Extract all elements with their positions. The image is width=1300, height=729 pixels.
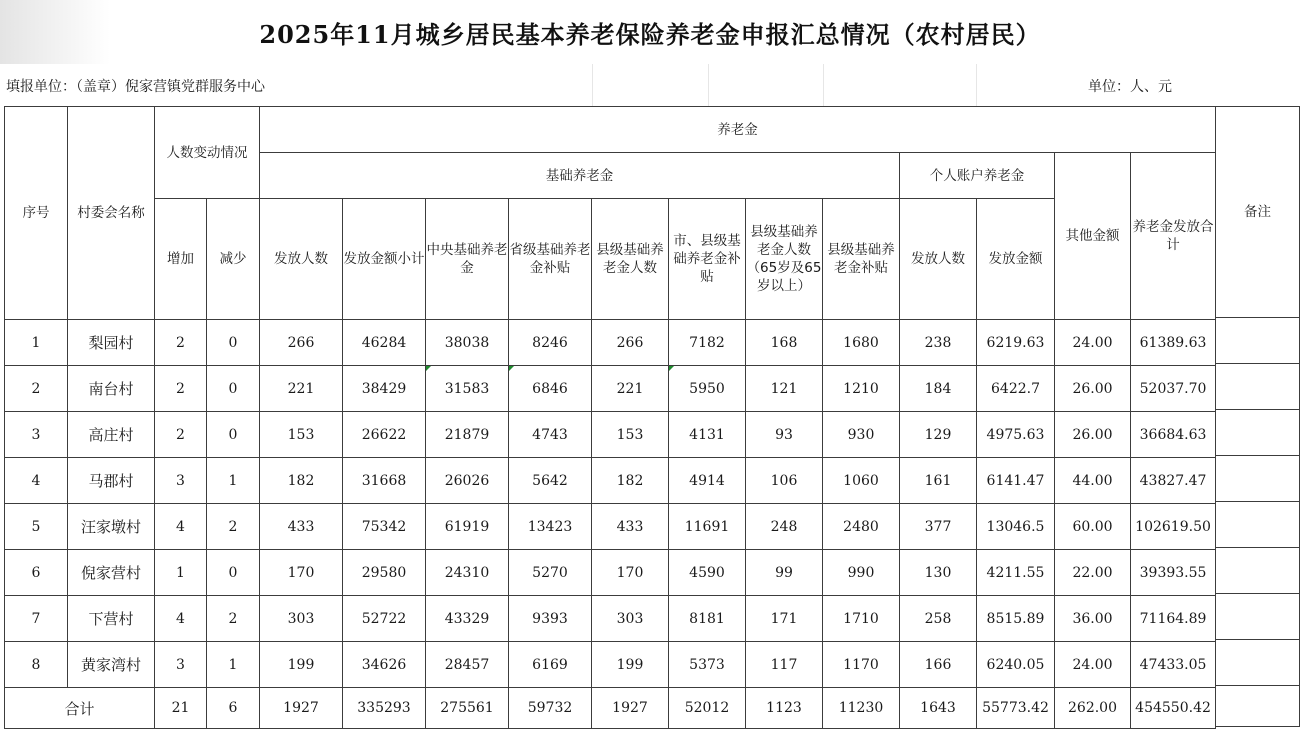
cell-decrease[interactable]: 2 [207,504,260,550]
cell-village[interactable]: 南台村 [68,366,155,412]
total-row[interactable] [5,688,1216,729]
cell-other[interactable]: 24.00 [1055,320,1131,366]
cell-personal-count[interactable]: 129 [900,412,977,458]
cell-total[interactable]: 61389.63 [1131,320,1216,366]
cell-central[interactable]: 24310 [426,550,509,596]
cell-decrease[interactable]: 1 [207,458,260,504]
cell-county-count[interactable]: 303 [592,596,669,642]
cell-increase[interactable]: 2 [155,366,207,412]
cell-personal-count[interactable]: 377 [900,504,977,550]
cell-personal-count[interactable]: 184 [900,366,977,412]
remark-cell[interactable] [1216,686,1300,727]
cell-city-county[interactable]: 11691 [669,504,746,550]
header-count: 发放人数 [260,199,343,320]
cell-subtotal[interactable]: 29580 [343,550,426,596]
header-personal-count: 发放人数 [900,199,977,320]
cell-city-county[interactable]: 5950 [669,366,746,412]
header-other: 其他金额 [1055,153,1131,320]
total-increase[interactable]: 21 [155,688,207,729]
cell-personal-amount[interactable]: 6240.05 [977,642,1055,688]
cell-county-65[interactable]: 121 [746,366,823,412]
header-subtotal: 发放金额小计 [343,199,426,320]
cell-increase[interactable]: 3 [155,642,207,688]
cell-decrease[interactable]: 1 [207,642,260,688]
cell-increase[interactable]: 4 [155,504,207,550]
remark-cell[interactable] [1216,502,1300,548]
cell-personal-count[interactable]: 258 [900,596,977,642]
table-row[interactable] [5,642,1216,688]
remark-cell[interactable] [1216,456,1300,502]
cell-provincial[interactable]: 9393 [509,596,592,642]
cell-provincial[interactable]: 5270 [509,550,592,596]
cell-city-county[interactable]: 7182 [669,320,746,366]
page-title: 2025年11月城乡居民基本养老保险养老金申报汇总情况（农村居民） [259,19,1041,49]
total-provincial[interactable]: 59732 [509,688,592,729]
header-county-subsidy: 县级基础养老金补贴 [823,199,900,320]
cell-county-count[interactable]: 433 [592,504,669,550]
cell-decrease[interactable]: 0 [207,412,260,458]
remark-cell[interactable] [1216,318,1300,364]
header-county-65: 县级基础养老金人数（65岁及65岁以上） [746,199,823,320]
header-city-county: 市、县级基础养老金补贴 [669,199,746,320]
cell-county-subsidy[interactable]: 1170 [823,642,900,688]
cell-subtotal[interactable]: 75342 [343,504,426,550]
cell-county-65[interactable]: 171 [746,596,823,642]
table-row[interactable] [5,504,1216,550]
cell-county-subsidy[interactable]: 1710 [823,596,900,642]
cell-provincial[interactable]: 6169 [509,642,592,688]
cell-other[interactable]: 26.00 [1055,366,1131,412]
cell-provincial[interactable]: 6846 [509,366,592,412]
cell-increase[interactable]: 1 [155,550,207,596]
cell-central[interactable]: 31583 [426,366,509,412]
cell-central[interactable]: 26026 [426,458,509,504]
cell-county-count[interactable]: 266 [592,320,669,366]
cell-subtotal[interactable]: 26622 [343,412,426,458]
cell-other[interactable]: 60.00 [1055,504,1131,550]
cell-increase[interactable]: 4 [155,596,207,642]
cell-city-county[interactable]: 5373 [669,642,746,688]
reporting-unit: 填报单位：（盖章）倪家营镇党群服务中心 [6,79,265,95]
sheet-gridline [708,64,709,106]
cell-total[interactable]: 36684.63 [1131,412,1216,458]
cell-total[interactable]: 39393.55 [1131,550,1216,596]
cell-central[interactable]: 38038 [426,320,509,366]
cell-county-subsidy[interactable]: 1680 [823,320,900,366]
cell-other[interactable]: 44.00 [1055,458,1131,504]
cell-county-65[interactable]: 168 [746,320,823,366]
cell-count[interactable]: 182 [260,458,343,504]
table-row[interactable] [5,320,1216,366]
total-central[interactable]: 275561 [426,688,509,729]
header-remark: 备注 [1216,107,1300,318]
table-row[interactable] [5,550,1216,596]
cell-city-county[interactable]: 8181 [669,596,746,642]
cell-total[interactable]: 47433.05 [1131,642,1216,688]
cell-county-65[interactable]: 248 [746,504,823,550]
header-pension: 养老金 [260,107,1216,153]
cell-decrease[interactable]: 0 [207,320,260,366]
cell-village[interactable]: 高庄村 [68,412,155,458]
total-grand[interactable]: 454550.42 [1131,688,1216,729]
total-count[interactable]: 1927 [260,688,343,729]
cell-total[interactable]: 102619.50 [1131,504,1216,550]
header-seq: 序号 [5,107,68,320]
header-increase: 增加 [155,199,207,320]
cell-subtotal[interactable]: 52722 [343,596,426,642]
unit-of-measure: 单位：人、元 [1088,79,1172,95]
cell-count[interactable]: 221 [260,366,343,412]
cell-county-65[interactable]: 99 [746,550,823,596]
cell-total[interactable]: 52037.70 [1131,366,1216,412]
cell-personal-amount[interactable]: 8515.89 [977,596,1055,642]
header-village: 村委会名称 [68,107,155,320]
table-row[interactable] [5,458,1216,504]
cell-increase[interactable]: 2 [155,320,207,366]
header-personal: 个人账户养老金 [900,153,1055,199]
table-row[interactable] [5,596,1216,642]
cell-village[interactable]: 梨园村 [68,320,155,366]
cell-provincial[interactable]: 8246 [509,320,592,366]
meta-row [0,64,1300,106]
cell-personal-count[interactable]: 238 [900,320,977,366]
cell-count[interactable]: 170 [260,550,343,596]
remark-cell[interactable] [1216,410,1300,456]
sheet-gridline [976,64,977,106]
cell-village[interactable]: 汪家墩村 [68,504,155,550]
header-personal-amount: 发放金额 [977,199,1055,320]
cell-other[interactable]: 24.00 [1055,642,1131,688]
cell-personal-amount[interactable]: 4975.63 [977,412,1055,458]
total-subtotal[interactable]: 335293 [343,688,426,729]
cell-count[interactable]: 303 [260,596,343,642]
total-city-county[interactable]: 52012 [669,688,746,729]
cell-county-65[interactable]: 106 [746,458,823,504]
cell-subtotal[interactable]: 38429 [343,366,426,412]
cell-county-subsidy[interactable]: 1060 [823,458,900,504]
header-decrease: 减少 [207,199,260,320]
cell-other[interactable]: 36.00 [1055,596,1131,642]
cell-county-subsidy[interactable]: 1210 [823,366,900,412]
header-central: 中央基础养老金 [426,199,509,320]
cell-seq[interactable]: 3 [5,412,68,458]
cell-seq[interactable]: 4 [5,458,68,504]
cell-city-county[interactable]: 4131 [669,412,746,458]
cell-seq[interactable]: 8 [5,642,68,688]
cell-village[interactable]: 黄家湾村 [68,642,155,688]
table-row[interactable] [5,412,1216,458]
header-total-pay: 养老金发放合计 [1131,153,1216,320]
remark-cell[interactable] [1216,364,1300,410]
cell-subtotal[interactable]: 31668 [343,458,426,504]
cell-increase[interactable]: 3 [155,458,207,504]
cell-village[interactable]: 下营村 [68,596,155,642]
cell-county-count[interactable]: 221 [592,366,669,412]
cell-personal-count[interactable]: 166 [900,642,977,688]
cell-count[interactable]: 266 [260,320,343,366]
cell-provincial[interactable]: 4743 [509,412,592,458]
remark-cell[interactable] [1216,594,1300,640]
cell-count[interactable]: 199 [260,642,343,688]
cell-seq[interactable]: 6 [5,550,68,596]
header-provincial: 省级基础养老金补贴 [509,199,592,320]
cell-decrease[interactable]: 2 [207,596,260,642]
cell-city-county[interactable]: 4914 [669,458,746,504]
total-county-subsidy[interactable]: 11230 [823,688,900,729]
total-county-count[interactable]: 1927 [592,688,669,729]
cell-personal-amount[interactable]: 13046.5 [977,504,1055,550]
cell-increase[interactable]: 2 [155,412,207,458]
cell-county-subsidy[interactable]: 2480 [823,504,900,550]
cell-decrease[interactable]: 0 [207,366,260,412]
cell-seq[interactable]: 2 [5,366,68,412]
cell-provincial[interactable]: 5642 [509,458,592,504]
cell-seq[interactable]: 1 [5,320,68,366]
cell-county-65[interactable]: 117 [746,642,823,688]
cell-county-subsidy[interactable]: 990 [823,550,900,596]
cell-seq[interactable]: 5 [5,504,68,550]
cell-village[interactable]: 倪家营村 [68,550,155,596]
cell-city-county[interactable]: 4590 [669,550,746,596]
cell-county-65[interactable]: 93 [746,412,823,458]
cell-total[interactable]: 43827.47 [1131,458,1216,504]
cell-personal-amount[interactable]: 6219.63 [977,320,1055,366]
cell-count[interactable]: 433 [260,504,343,550]
cell-personal-count[interactable]: 161 [900,458,977,504]
header-basic: 基础养老金 [260,153,900,199]
total-personal-count[interactable]: 1643 [900,688,977,729]
total-decrease[interactable]: 6 [207,688,260,729]
cell-decrease[interactable]: 0 [207,550,260,596]
table-row[interactable] [5,366,1216,412]
cell-central[interactable]: 43329 [426,596,509,642]
pension-summary-table [4,106,1216,729]
cell-county-count[interactable]: 170 [592,550,669,596]
remark-column [1216,106,1300,727]
total-personal-amount[interactable]: 55773.42 [977,688,1055,729]
sheet-gridline [592,64,593,106]
cell-other[interactable]: 26.00 [1055,412,1131,458]
header-change: 人数变动情况 [155,107,260,199]
total-county-65[interactable]: 1123 [746,688,823,729]
total-other[interactable]: 262.00 [1055,688,1131,729]
cell-personal-amount[interactable]: 6141.47 [977,458,1055,504]
cell-personal-amount[interactable]: 4211.55 [977,550,1055,596]
cell-personal-count[interactable]: 130 [900,550,977,596]
cell-county-count[interactable]: 199 [592,642,669,688]
cell-other[interactable]: 22.00 [1055,550,1131,596]
cell-personal-amount[interactable]: 6422.7 [977,366,1055,412]
cell-central[interactable]: 61919 [426,504,509,550]
cell-subtotal[interactable]: 34626 [343,642,426,688]
cell-county-count[interactable]: 182 [592,458,669,504]
cell-county-subsidy[interactable]: 930 [823,412,900,458]
cell-subtotal[interactable]: 46284 [343,320,426,366]
cell-provincial[interactable]: 13423 [509,504,592,550]
cell-county-count[interactable]: 153 [592,412,669,458]
cell-village[interactable]: 马郡村 [68,458,155,504]
sheet-gridline [823,64,824,106]
remark-cell[interactable] [1216,640,1300,686]
total-label[interactable]: 合计 [5,688,155,729]
cell-central[interactable]: 21879 [426,412,509,458]
cell-central[interactable]: 28457 [426,642,509,688]
cell-seq[interactable]: 7 [5,596,68,642]
cell-total[interactable]: 71164.89 [1131,596,1216,642]
header-county-count: 县级基础养老金人数 [592,199,669,320]
cell-count[interactable]: 153 [260,412,343,458]
remark-cell[interactable] [1216,548,1300,594]
